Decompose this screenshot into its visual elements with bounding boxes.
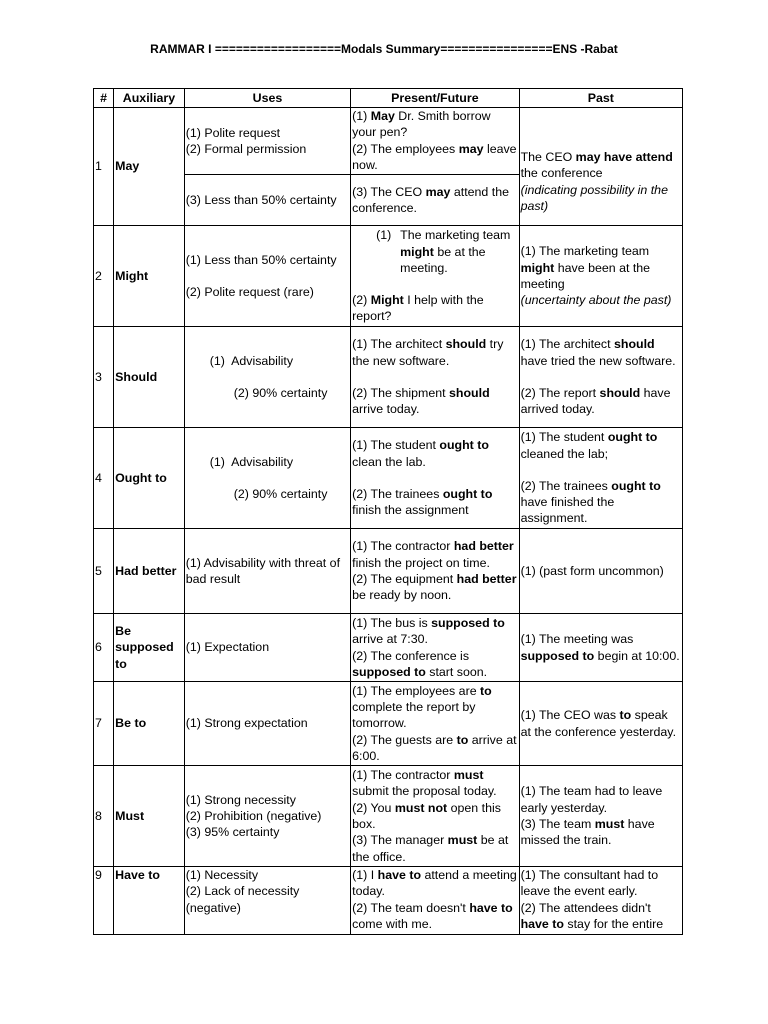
table-row [94, 327, 683, 428]
modal-keyword: must [594, 817, 625, 831]
text-run: begin at 10:00. [594, 648, 680, 663]
auxiliary-cell: Had better [114, 529, 185, 614]
present-cell [351, 175, 519, 226]
list-marker: (1) [376, 228, 392, 243]
modal-keyword: ought to [611, 478, 661, 493]
use-item: (1) Polite request [185, 125, 281, 140]
spacer [352, 369, 517, 385]
table-row [94, 766, 683, 867]
modal-keyword: may [425, 184, 451, 199]
modal-keyword: should [445, 337, 487, 352]
example-line [521, 336, 681, 369]
text-run: have finished the assignment. [520, 478, 665, 526]
example-line [521, 867, 681, 900]
example-line [352, 800, 517, 833]
auxiliary-cell: Must [114, 766, 185, 867]
example-line [352, 571, 520, 604]
modal-keyword: must not [394, 800, 448, 815]
text-run: (2) The conference is [352, 648, 473, 663]
text-run: arrive at 7:30. [352, 615, 509, 647]
text-run: (1) I [352, 868, 378, 882]
text-run: I help with the report? [352, 293, 488, 324]
past-cell [519, 766, 682, 867]
use-item: (2) Prohibition (negative) [185, 808, 322, 823]
text-run: Dr. Smith borrow your pen? [352, 109, 495, 140]
text-run: finish the assignment [352, 487, 496, 518]
modal-keyword: ought to [439, 438, 489, 453]
text-run: (1) [352, 109, 371, 123]
text-run: (1) The bus is [352, 615, 432, 630]
example-line [521, 783, 681, 816]
present-cell [351, 529, 519, 614]
auxiliary-cell: Should [114, 327, 185, 428]
row-number: 9 [94, 867, 114, 935]
text-run: be at the meeting. [400, 244, 486, 275]
past-cell [519, 614, 682, 682]
table-row [94, 614, 683, 682]
text-run: have missed the train. [520, 817, 659, 848]
text-run: (1) The student [520, 430, 608, 445]
text-run: (2) You [352, 800, 395, 815]
modal-keyword: supposed to [520, 648, 595, 663]
uses-cell [184, 529, 350, 614]
text-run: (2) The equipment [352, 572, 457, 586]
example-line [352, 767, 517, 800]
table-row [94, 108, 683, 175]
example-line [521, 816, 681, 849]
use-item: (2) Formal permission [185, 142, 307, 156]
spacer [352, 276, 517, 292]
text-run: arrive today. [352, 386, 494, 417]
spacer [186, 268, 349, 284]
past-cell [519, 867, 682, 935]
row-number: 4 [94, 428, 114, 529]
example-line [521, 149, 681, 182]
row-number: 2 [94, 226, 114, 327]
row-number: 8 [94, 766, 114, 867]
text-run: (1) The architect [352, 337, 446, 352]
text-run: (2) The shipment [352, 386, 450, 400]
present-cell [351, 428, 519, 529]
example-line [352, 385, 517, 418]
past-cell [519, 428, 682, 529]
text-run: speak at the conference yesterday. [520, 708, 677, 739]
text-run: (uncertainty about the past) [520, 293, 672, 308]
example-line [352, 184, 517, 217]
row-number: 5 [94, 529, 114, 614]
modal-keyword: to [619, 708, 632, 723]
example-line [352, 336, 517, 369]
table-row [94, 682, 683, 766]
modal-keyword: should [449, 386, 490, 400]
present-cell [351, 682, 519, 766]
modal-keyword: must [447, 833, 478, 848]
table-row [94, 226, 683, 327]
modal-keyword: might [520, 260, 555, 275]
spacer [521, 462, 681, 478]
example-line [521, 243, 681, 292]
table-row [94, 428, 683, 529]
use-item: (1) Less than 50% certainty [185, 252, 337, 267]
present-cell [351, 108, 519, 175]
modal-keyword: supposed to [431, 615, 505, 630]
text-run: (2) The guests are [352, 732, 457, 747]
uses-cell [184, 867, 350, 935]
example-line [352, 732, 520, 765]
text-run: stay for the entire [563, 916, 664, 931]
modal-keyword: Might [370, 293, 404, 308]
modal-keyword: have to [520, 916, 564, 931]
text-run: have tried the new software. [520, 337, 676, 368]
spacer [352, 470, 517, 486]
use-item: (2) Polite request (rare) [185, 285, 314, 299]
modal-keyword: have to [377, 868, 422, 882]
example-line [352, 437, 517, 470]
text-run: finish the project on time. [352, 539, 518, 570]
example-line [521, 385, 681, 418]
uses-cell [184, 327, 350, 428]
text-run: (2) [352, 293, 371, 308]
use-item: (2) 90% certainty [233, 386, 328, 400]
uses-cell [184, 682, 350, 766]
use-item: (1) Advisability [209, 454, 294, 469]
example-line [352, 683, 517, 732]
example-line [521, 900, 681, 933]
text-run: be at the office. [352, 833, 512, 864]
text-run: (2) The attendees didn't [520, 900, 655, 915]
text-run: (3) The CEO [352, 184, 426, 199]
use-item: (3) Less than 50% certainty [185, 192, 337, 207]
example-line [521, 292, 681, 308]
use-item: (1) Necessity [185, 868, 259, 882]
example-line [352, 486, 517, 519]
text-run: (2) The report [520, 386, 600, 400]
text-run: (1) The marketing team [520, 244, 653, 259]
text-run: (1) The contractor [352, 539, 454, 554]
use-item: (3) 95% certainty [185, 825, 280, 840]
uses-cell [184, 614, 350, 682]
text-run: (1) The student [352, 438, 440, 453]
example-line [352, 141, 521, 174]
header-uses: Uses [184, 89, 350, 108]
page-title: RAMMAR I ==================Modals Summary================ENS -Rabat [150, 42, 618, 56]
text-run: (1) The architect [520, 337, 615, 352]
past-cell [519, 226, 682, 327]
example-line [521, 707, 681, 740]
text-run: start soon. [425, 664, 488, 679]
text-run: The CEO [520, 149, 576, 164]
auxiliary-cell: May [114, 108, 185, 226]
text-run: (1) (past form uncommon) [520, 563, 664, 578]
text-run: (1) The contractor [352, 768, 454, 783]
example-line [521, 478, 681, 527]
modal-keyword: May [370, 109, 395, 123]
use-item: (1) Strong necessity [185, 792, 296, 807]
table-row [94, 529, 683, 614]
uses-cell [184, 226, 350, 327]
past-cell [519, 529, 682, 614]
text-run: (1) The CEO was [520, 708, 620, 723]
use-item: (1) Advisability [209, 353, 294, 368]
header-num: # [94, 89, 114, 108]
row-number: 1 [94, 108, 114, 226]
example-line [352, 538, 517, 571]
header-present-future: Present/Future [351, 89, 519, 108]
text-run: (1) The meeting was [520, 632, 637, 647]
text-run: (1) The consultant had to leave the event early. [520, 868, 662, 899]
text-run: complete the report by tomorrow. [352, 683, 496, 731]
example-line [521, 182, 681, 215]
modal-keyword: must [453, 768, 484, 783]
past-cell [519, 682, 682, 766]
uses-cell [184, 108, 350, 175]
text-run: (2) The employees [352, 141, 459, 156]
text-run: cleaned the lab; [520, 430, 661, 461]
text-run: (2) The trainees [520, 478, 612, 493]
text-run: (2) The trainees [352, 487, 443, 501]
uses-cell [184, 428, 350, 529]
modal-keyword: ought to [607, 430, 658, 445]
example-line [352, 867, 521, 900]
table-body [94, 108, 683, 935]
modal-keyword: had better [453, 539, 514, 554]
text-run: leave now. [352, 141, 521, 172]
auxiliary-cell: Might [114, 226, 185, 327]
row-number: 3 [94, 327, 114, 428]
text-run: (1) The team had to leave early yesterday. [520, 784, 666, 815]
example-line [352, 648, 517, 681]
text-run: have been at the meeting [520, 260, 654, 291]
present-cell [351, 614, 519, 682]
uses-cell [184, 175, 350, 226]
example-line [521, 631, 681, 664]
modal-keyword: might [400, 244, 434, 259]
modal-keyword: to [456, 732, 469, 747]
spacer [186, 369, 349, 385]
past-cell [519, 327, 682, 428]
header-auxiliary: Auxiliary [114, 89, 185, 108]
past-cell [519, 108, 682, 226]
text-run: submit the proposal today. [352, 768, 497, 799]
text-run: clean the lab. [352, 438, 493, 469]
modals-table [93, 88, 683, 935]
text-run: attend the conference. [352, 184, 513, 215]
uses-cell [184, 766, 350, 867]
example-text [400, 227, 517, 276]
use-item: (1) Advisability with threat of bad result [185, 555, 344, 586]
modal-keyword: to [480, 683, 492, 698]
use-item: (2) Lack of necessity (negative) [185, 884, 303, 915]
text-run: (indicating possibility in the past) [520, 182, 672, 213]
example-line [352, 292, 517, 325]
auxiliary-cell: Ought to [114, 428, 185, 529]
modal-keyword: ought to [442, 487, 493, 501]
present-cell [351, 327, 519, 428]
auxiliary-cell: Be to [114, 682, 185, 766]
spacer [521, 369, 681, 385]
text-run: attend a meeting today. [352, 868, 521, 899]
auxiliary-cell: Be supposed to [114, 614, 185, 682]
text-run: (3) The manager [352, 833, 448, 848]
row-number: 7 [94, 682, 114, 766]
auxiliary-cell: Have to [114, 867, 185, 935]
row-number: 6 [94, 614, 114, 682]
example-line [521, 429, 681, 462]
header-row [94, 89, 683, 108]
modal-keyword: supposed to [352, 664, 426, 679]
example-line [352, 832, 517, 865]
modal-keyword: should [614, 337, 655, 352]
example-line [352, 227, 517, 276]
table-row [94, 867, 683, 935]
example-line [352, 900, 517, 933]
header-past: Past [519, 89, 682, 108]
text-run: (1) The employees are [352, 683, 481, 698]
spacer [186, 470, 349, 486]
example-line [521, 563, 681, 579]
present-cell [351, 226, 519, 327]
text-run: have arrived today. [520, 386, 674, 417]
modal-keyword: may [458, 141, 484, 156]
text-run: open this box. [352, 800, 505, 831]
use-item: (1) Strong expectation [185, 716, 308, 731]
use-item: (1) Expectation [185, 640, 270, 655]
present-cell [351, 766, 519, 867]
text-run: try the new software. [352, 337, 507, 368]
text-run: arrive at 6:00. [352, 732, 520, 763]
text-run: be ready by noon. [352, 572, 520, 603]
modal-keyword: may have attend [575, 149, 673, 164]
present-cell [351, 867, 519, 935]
text-run: The marketing team [400, 228, 511, 243]
text-run: (3) The team [520, 817, 595, 831]
example-line [352, 108, 517, 141]
text-run: come with me. [352, 900, 517, 931]
modal-keyword: should [599, 386, 641, 400]
modal-keyword: have to [469, 900, 513, 915]
use-item: (2) 90% certainty [233, 487, 328, 501]
example-line [352, 615, 517, 648]
modal-keyword: had better [456, 572, 517, 586]
text-run: the conference [520, 149, 677, 181]
text-run: (2) The team doesn't [352, 900, 470, 915]
